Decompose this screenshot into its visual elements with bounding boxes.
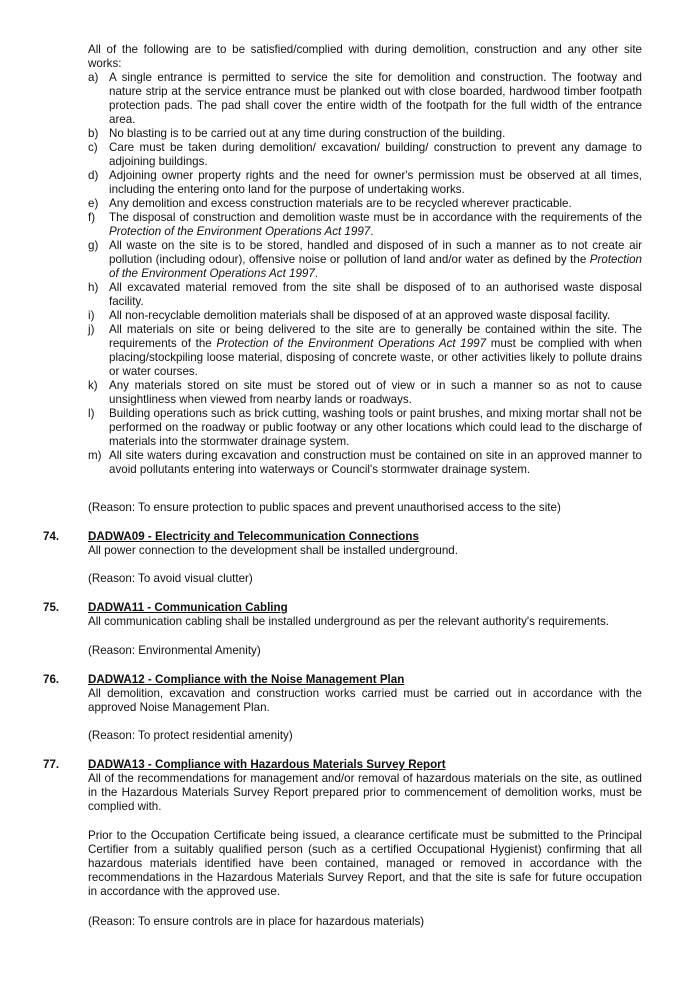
list-item xyxy=(88,281,642,309)
list-item xyxy=(88,141,642,169)
item-text: All non-recyclable demolition materials shall be disposed of at an approved waste disposal facility. xyxy=(109,309,611,322)
condition-title: DADWA13 - Compliance with Hazardous Materials Survey Report xyxy=(88,758,446,771)
item-label: g) xyxy=(88,239,99,252)
condition-number: 76. xyxy=(43,673,60,686)
item-text: Any materials stored on site must be stored out of view or in such a manner so as not to cause unsightliness when viewed from nearby lands or roadways. xyxy=(109,379,642,406)
condition-reason: (Reason: To avoid visual clutter) xyxy=(88,572,253,585)
condition-title: DADWA11 - Communication Cabling xyxy=(88,601,288,614)
item-label: i) xyxy=(88,309,95,322)
condition-reason: (Reason: To ensure controls are in place for hazardous materials) xyxy=(88,915,425,928)
condition-body: All power connection to the development shall be installed underground. xyxy=(88,544,458,557)
condition-body: All of the recommendations for management and/or removal of hazardous materials on the site, as outlined in the Hazardous Materials Survey Report prepared prior to commencement of demolition works, must be complied with. xyxy=(88,772,642,813)
act-name: Protection of the Environment Operations Act 1997 xyxy=(216,337,487,350)
list-item xyxy=(88,379,642,407)
item-text: Adjoining owner property rights and the need for owner's permission must be observed at all times, including the entering onto land for the purpose of undertaking works. xyxy=(109,169,642,196)
reason-main: (Reason: To ensure protection to public spaces and prevent unauthorised access to the site) xyxy=(88,501,561,514)
item-text: No blasting is to be carried out at any time during construction of the building. xyxy=(109,127,506,140)
item-text: Any demolition and excess construction materials are to be recycled wherever practicable. xyxy=(109,197,572,210)
condition-body: Prior to the Occupation Certificate being issued, a clearance certificate must be submitted to the Principal Certifier from a suitably qualified person (such as a certified Occupational Hygienist) confirming that all hazardous materials identified have been contained, managed or removed in accordance with the recommendations in the Hazardous Materials Survey Report, and that the site is safe for future occupation in accordance with the approved use. xyxy=(88,829,642,898)
item-text: . xyxy=(370,225,374,238)
act-name: Protection of the Environment Operations Act 1997 xyxy=(109,253,642,280)
intro-paragraph: All of the following are to be satisfied/complied with during demolition, construction and any other site works: xyxy=(88,43,642,70)
act-name: Protection of the Environment Operations Act 1997 xyxy=(109,225,371,238)
list-item xyxy=(88,71,642,127)
item-label: m) xyxy=(88,449,102,462)
item-text: All materials on site or being delivered to the site are to generally be contained within the site. The requirements of the xyxy=(109,323,642,350)
list-item xyxy=(88,407,642,449)
item-text: Building operations such as brick cutting, washing tools or paint brushes, and mixing mortar shall not be performed on the roadway or public footway or any other locations which could lead to the discharge of materials into the stormwater drainage system. xyxy=(109,407,642,448)
condition-reason: (Reason: Environmental Amenity) xyxy=(88,644,261,657)
item-text: must be complied with when placing/stockpiling loose material, disposing of concrete waste, or other activities likely to pollute drains or water courses. xyxy=(109,337,642,378)
list-item xyxy=(88,239,642,281)
list-item xyxy=(88,127,642,141)
condition-body: All communication cabling shall be installed underground as per the relevant authority's requirements. xyxy=(88,615,609,628)
item-text: All site waters during excavation and construction must be contained on site in an approved manner to avoid pollutants entering into waterways or Council's stormwater drainage system. xyxy=(109,449,642,476)
item-label: a) xyxy=(88,71,99,84)
item-label: f) xyxy=(88,211,96,224)
list-item xyxy=(88,211,642,239)
item-label: e) xyxy=(88,197,99,210)
condition-body: All demolition, excavation and construction works carried must be carried out in accordance with the approved Noise Management Plan. xyxy=(88,687,642,714)
list-item xyxy=(88,323,642,379)
item-text: All excavated material removed from the site shall be disposed of to an authorised waste disposal facility. xyxy=(109,281,642,308)
condition-title: DADWA12 - Compliance with the Noise Management Plan xyxy=(88,673,405,686)
list-item xyxy=(88,197,642,211)
condition-title: DADWA09 - Electricity and Telecommunication Connections xyxy=(88,530,419,543)
item-label: l) xyxy=(88,407,95,420)
condition-number: 75. xyxy=(43,601,60,614)
list-item xyxy=(88,169,642,197)
list-item xyxy=(88,449,642,477)
item-label: c) xyxy=(88,141,98,154)
site-works-list xyxy=(88,71,642,477)
item-label: d) xyxy=(88,169,99,182)
condition-number: 74. xyxy=(43,530,60,543)
item-label: b) xyxy=(88,127,99,140)
item-label: h) xyxy=(88,281,99,294)
item-label: j) xyxy=(88,323,95,336)
condition-number: 77. xyxy=(43,758,60,771)
item-text: Care must be taken during demolition/ excavation/ building/ construction to prevent any damage to adjoining buildings. xyxy=(109,141,642,168)
condition-reason: (Reason: To protect residential amenity) xyxy=(88,729,293,742)
item-label: k) xyxy=(88,379,98,392)
item-text: All waste on the site is to be stored, handled and disposed of in such a manner as to not create air pollution (including odour), offensive noise or pollution of land and/or water as defined by the xyxy=(109,239,642,266)
item-text: The disposal of construction and demolition waste must be in accordance with the requirements of the xyxy=(109,211,642,224)
item-text: A single entrance is permitted to service the site for demolition and construction. The footway and nature strip at the service entrance must be planked out with close boarded, hardwood timber footpath protection pads. The pad shall cover the entire width of the footpath for the full width of the entrance area. xyxy=(109,71,642,126)
list-item xyxy=(88,309,642,323)
item-text: . xyxy=(314,267,319,280)
